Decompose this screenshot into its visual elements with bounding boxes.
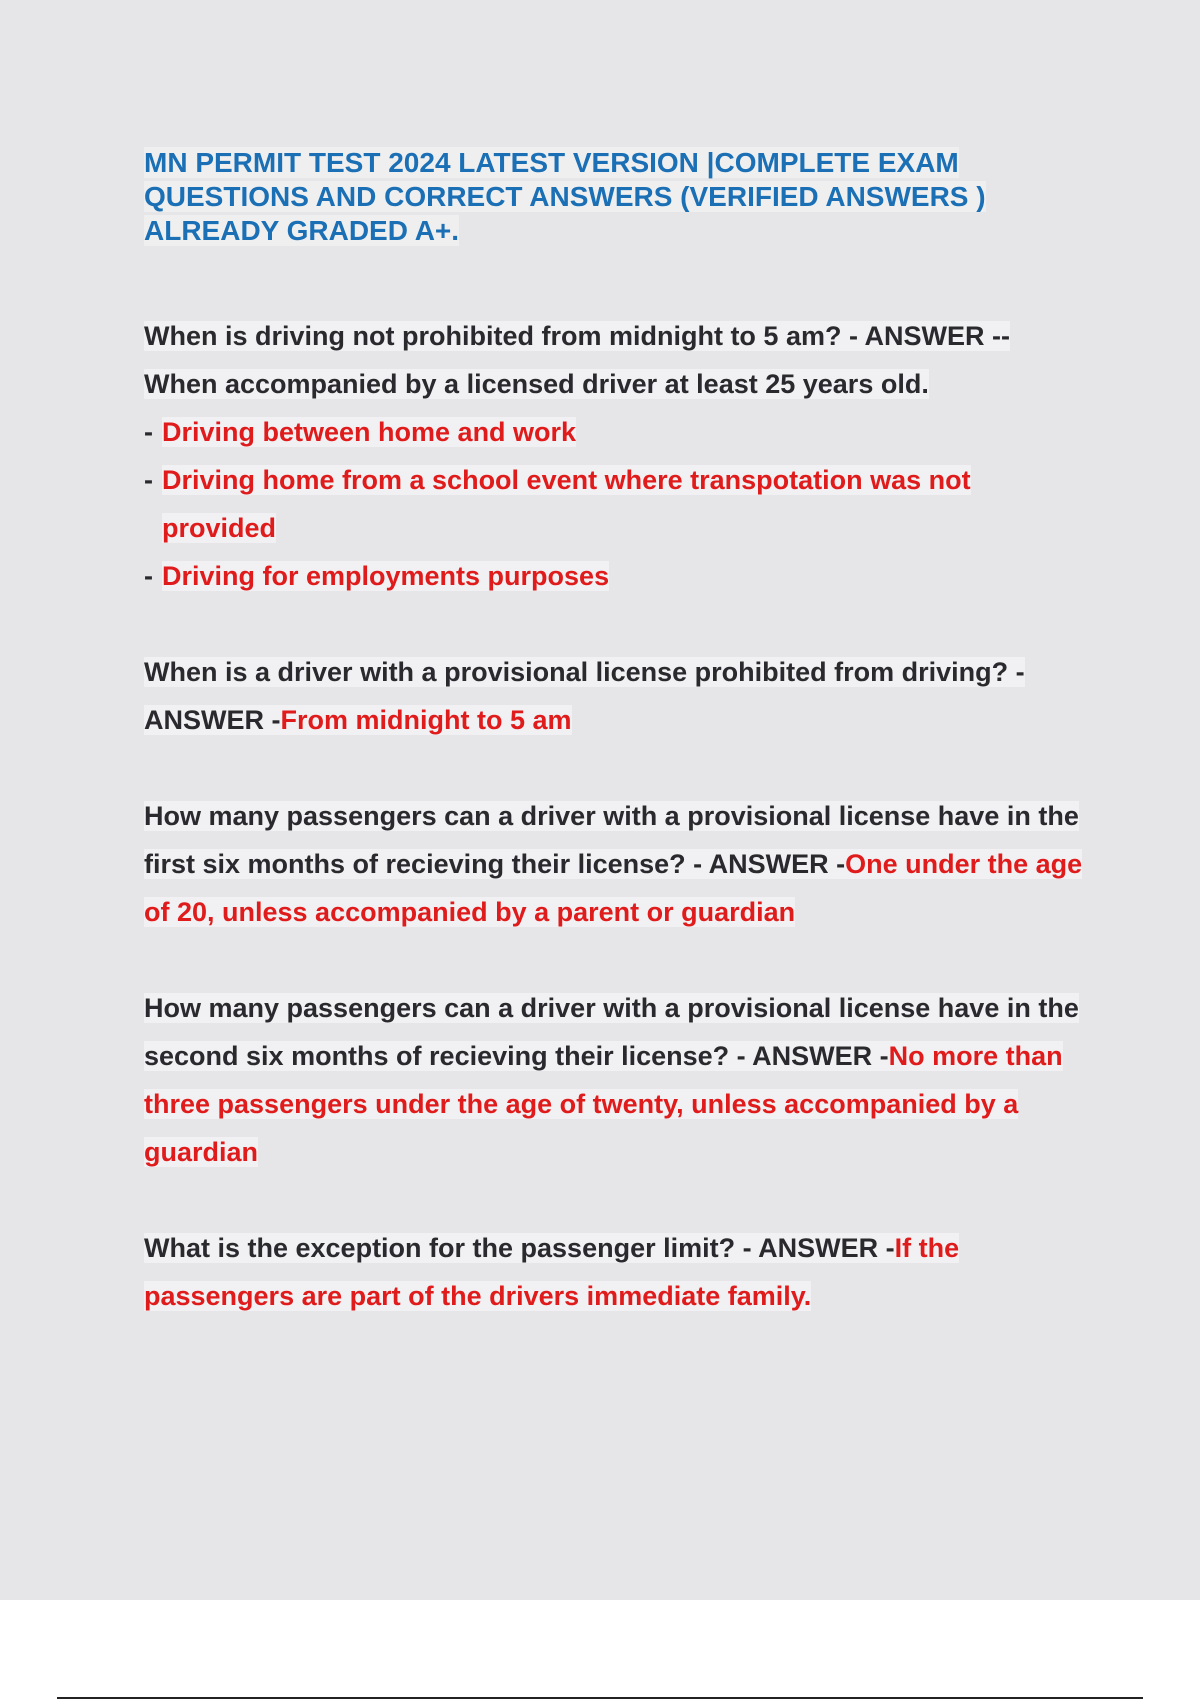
qa-item bbox=[144, 648, 1084, 744]
document-title bbox=[144, 146, 1084, 248]
answer-text: From midnight to 5 am bbox=[280, 705, 572, 735]
answer-list-item: - Driving home from a school event where transpotation was not provided bbox=[144, 456, 1084, 552]
question-label: When is driving not prohibited from midnight to 5 am? - ANSWER -- bbox=[144, 321, 1010, 351]
answer-text: No more than three passengers under the age of twenty, unless accompanied by a guardian bbox=[144, 1041, 1063, 1167]
title-line-3: ALREADY GRADED A+. bbox=[144, 215, 460, 246]
list-marker: - bbox=[144, 561, 153, 591]
document-content bbox=[144, 146, 1084, 1368]
qa-item bbox=[144, 1224, 1084, 1320]
question-text bbox=[144, 312, 1084, 360]
list-marker: - bbox=[144, 417, 153, 447]
title-line-2: QUESTIONS AND CORRECT ANSWERS (VERIFIED ANSWERS ) bbox=[144, 181, 986, 212]
question-text bbox=[144, 1224, 1084, 1320]
answer-list bbox=[144, 408, 1084, 600]
question-label: What is the exception for the passenger limit? - ANSWER - bbox=[144, 1233, 895, 1263]
qa-item bbox=[144, 312, 1084, 600]
footer-divider bbox=[57, 1697, 1143, 1699]
answer-text: One under the age of 20, unless accompanied by a parent or guardian bbox=[144, 849, 1083, 927]
question-label: How many passengers can a driver with a provisional license have in the first six months of recieving their license? - ANSWER - bbox=[144, 801, 1079, 879]
title-line-1: MN PERMIT TEST 2024 LATEST VERSION |COMPLETE EXAM bbox=[144, 147, 959, 178]
question-text bbox=[144, 984, 1084, 1176]
question-label: How many passengers can a driver with a provisional license have in the second six months of recieving their license? - ANSWER - bbox=[144, 993, 1079, 1071]
list-marker: - bbox=[144, 465, 153, 495]
answer-list-item: - Driving between home and work bbox=[144, 408, 1084, 456]
qa-item bbox=[144, 984, 1084, 1176]
qa-item bbox=[144, 792, 1084, 936]
question-text bbox=[144, 792, 1084, 936]
answer-text: If the passengers are part of the drivers immediate family. bbox=[144, 1233, 960, 1311]
question-label: When is a driver with a provisional license prohibited from driving? - ANSWER - bbox=[144, 657, 1025, 735]
answer-lead: When accompanied by a licensed driver at least 25 years old. bbox=[144, 369, 929, 399]
question-text bbox=[144, 648, 1084, 744]
answer-list-item: - Driving for employments purposes bbox=[144, 552, 1084, 600]
